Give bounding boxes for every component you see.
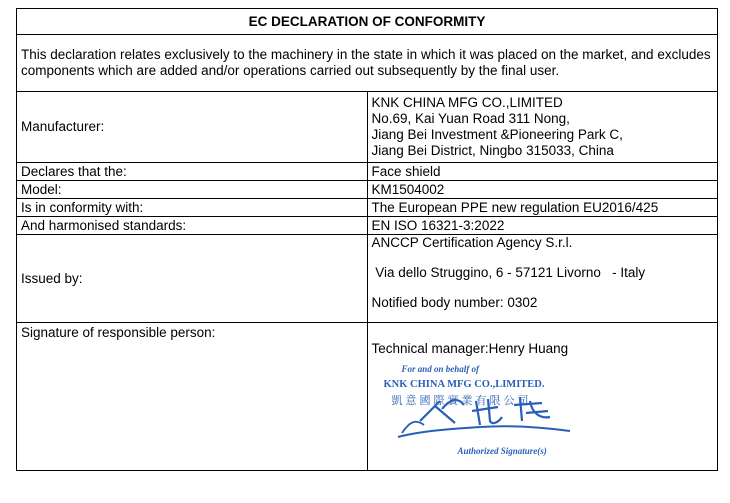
manufacturer-line: KNK CHINA MFG CO.,LIMITED: [371, 95, 563, 110]
intro-paragraph: This declaration relates exclusively to the machinery in the state in which it was placed on the market, and excludes components which are added and/or operations carried out subsequently by the final user.: [17, 35, 718, 92]
conformity-value: The European PPE new regulation EU2016/425: [367, 199, 718, 217]
standards-label: And harmonised standards:: [17, 217, 368, 235]
standards-value: EN ISO 16321-3:2022: [367, 217, 718, 235]
model-label: Model:: [17, 181, 368, 199]
document-title: EC DECLARATION OF CONFORMITY: [17, 9, 718, 35]
manufacturer-value: [367, 92, 718, 163]
company-stamp: [380, 361, 590, 456]
issued-by-label: Issued by:: [17, 235, 368, 323]
manufacturer-line: Jiang Bei District, Ningbo 315033, China: [371, 143, 614, 158]
declares-value: Face shield: [367, 163, 718, 181]
declaration-table: [16, 8, 718, 471]
signature-label: Signature of responsible person:: [17, 323, 368, 471]
stamp-line-chinese: 凱意國際實業有限公司: [391, 394, 532, 407]
issuer-name: ANCCP Certification Agency S.r.l.: [371, 235, 573, 250]
stamp-line-authorized: Authorized Signature(s): [457, 445, 547, 456]
manufacturer-line: Jiang Bei Investment &Pioneering Park C,: [371, 127, 623, 142]
technical-manager: Technical manager:Henry Huang: [371, 340, 569, 356]
issuer-address: Via dello Struggino, 6 - 57121 Livorno - Italy: [371, 265, 646, 280]
issued-by-value: [367, 235, 718, 323]
model-value: KM1504002: [367, 181, 718, 199]
declares-label: Declares that the:: [17, 163, 368, 181]
stamp-line-behalf: For and on behalf of: [401, 363, 480, 374]
manufacturer-label: Manufacturer:: [17, 92, 368, 163]
manufacturer-line: No.69, Kai Yuan Road 311 Nong,: [371, 111, 570, 126]
stamp-line-company: KNK CHINA MFG CO.,LIMITED.: [383, 378, 545, 390]
conformity-label: Is in conformity with:: [17, 199, 368, 217]
signature-cell: [367, 323, 718, 471]
notified-body-number: Notified body number: 0302: [371, 295, 538, 310]
